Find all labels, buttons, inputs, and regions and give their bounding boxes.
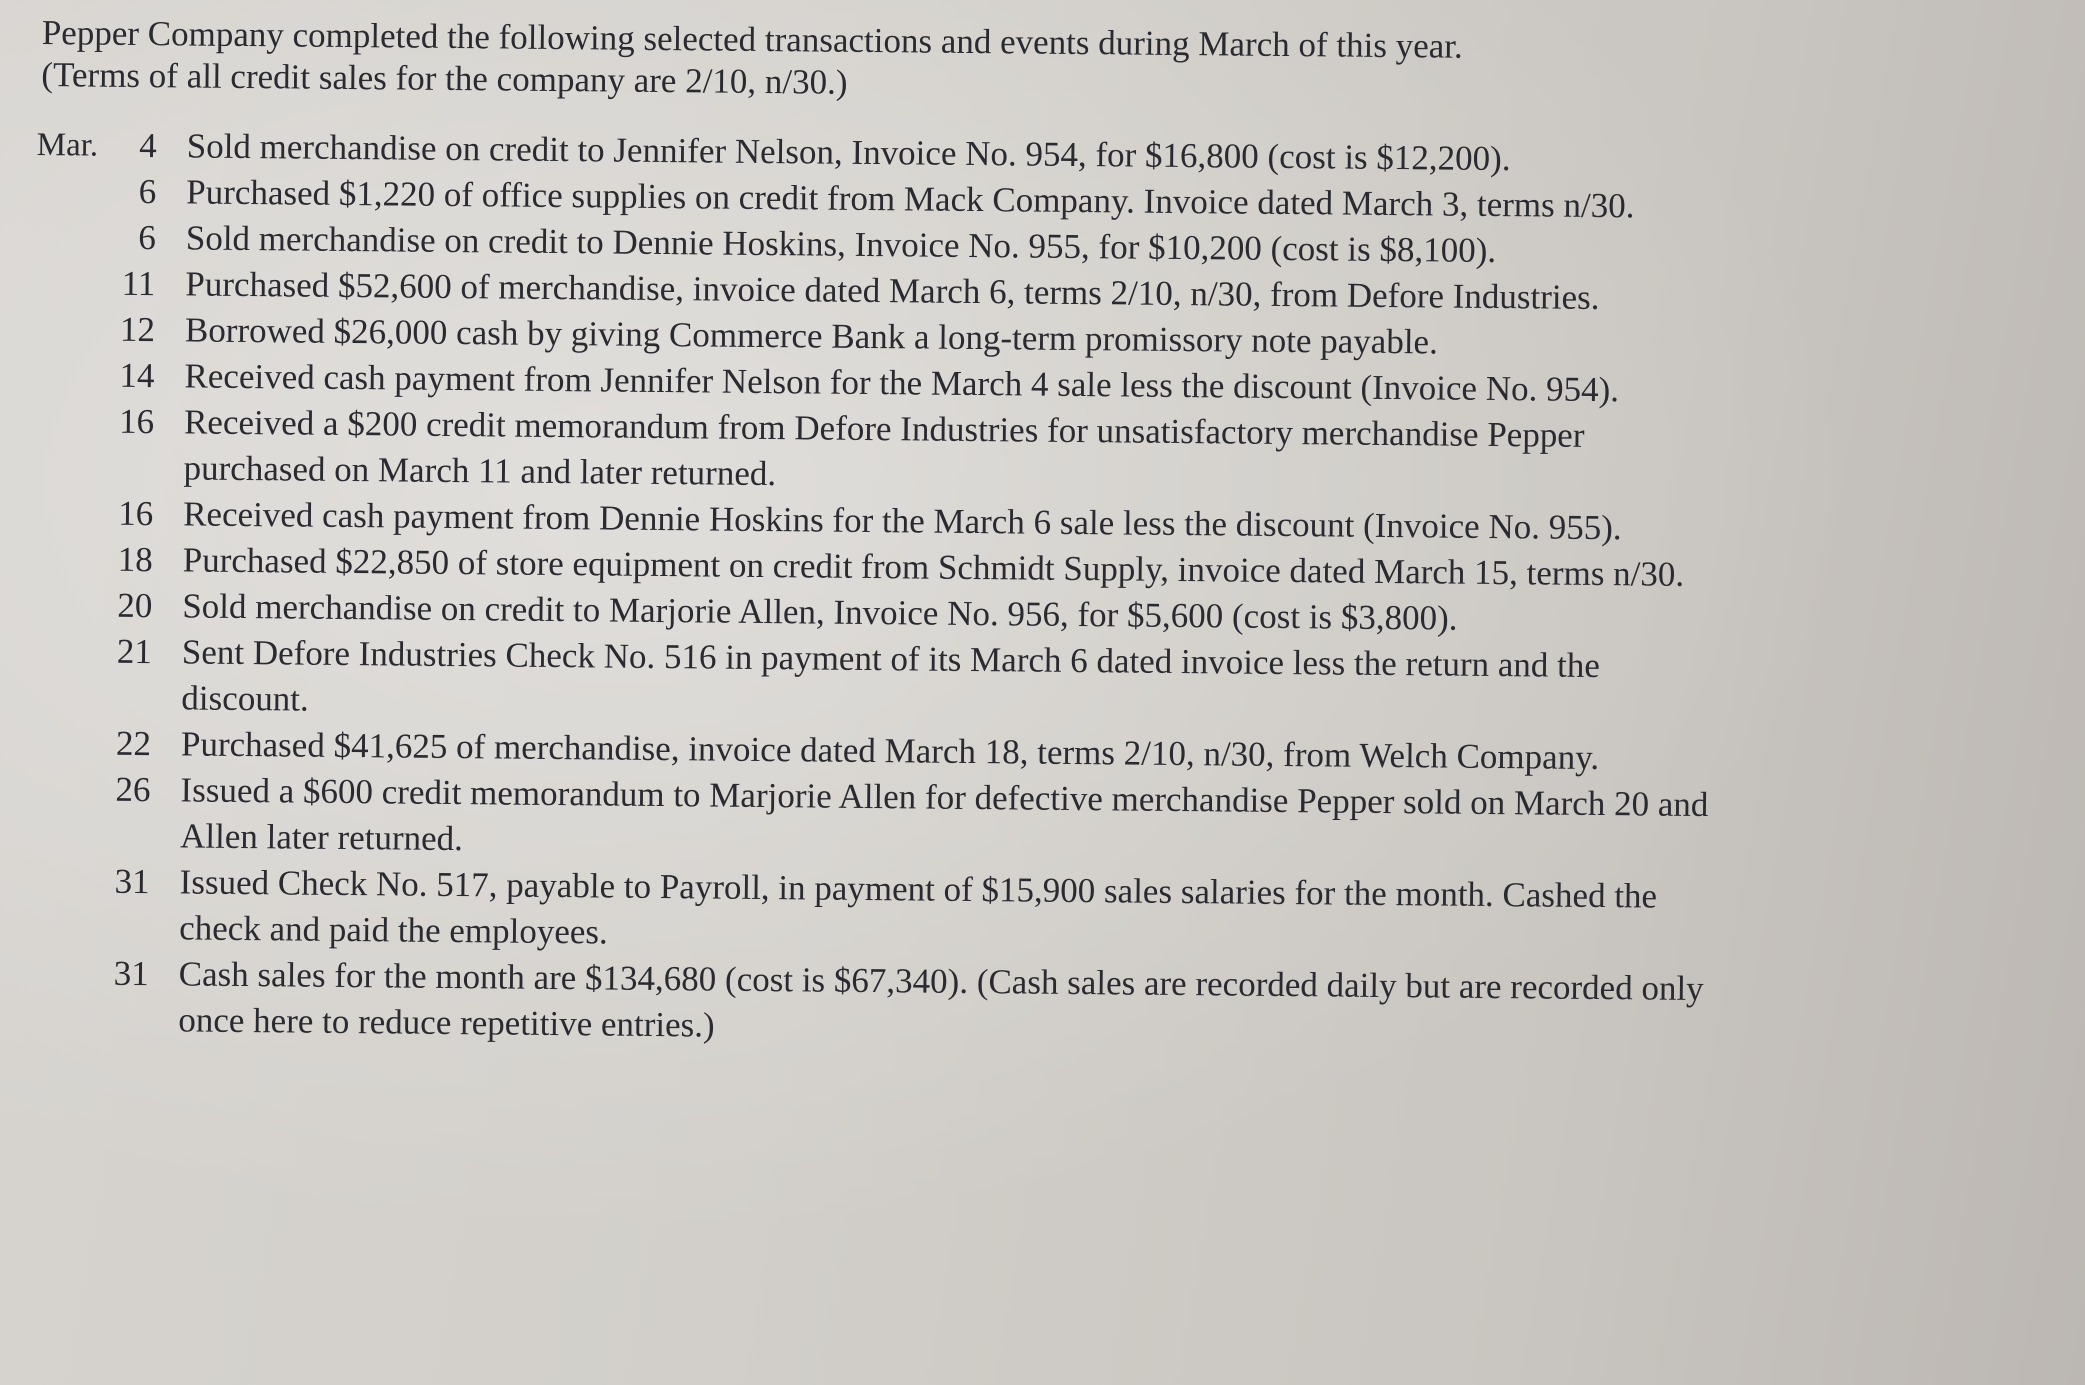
transaction-description: Sold merchandise on credit to Dennie Hoskins, Invoice No. 955, for $10,200 (cost is $8,100). — [185, 218, 1497, 271]
transaction-description: Borrowed $26,000 cash by giving Commerce Bank a long-term promissory note payable. — [184, 310, 1439, 362]
transaction-entry — [31, 628, 1752, 737]
transaction-day: 20 — [117, 585, 153, 626]
transaction-description: Received cash payment from Jennifer Nelson for the March 4 sale less the discount (Invoice No. 954). — [184, 356, 1620, 410]
transaction-description: Purchased $22,850 of store equipment on credit from Schmidt Supply, invoice dated March 15, terms n/30. — [182, 540, 1685, 594]
transaction-description: Cash sales for the month are $134,680 (cost is $67,340). (Cash sales are recorded daily but are recorded only once here to reduce repetitive entries.) — [178, 954, 1704, 1045]
transaction-description: Purchased $1,220 of office supplies on credit from Mack Company. Invoice dated March 3, terms n/30. — [186, 172, 1635, 226]
transaction-description: Sold merchandise on credit to Jennifer Nelson, Invoice No. 954, for $16,800 (cost is $12,200). — [186, 126, 1511, 179]
transaction-day: 14 — [119, 355, 155, 396]
transaction-day: 12 — [119, 309, 156, 350]
problem-intro — [41, 12, 1758, 112]
transaction-description: Sent Defore Industries Check No. 516 in payment of its March 6 dated invoice less the return and the discount. — [181, 632, 1601, 719]
transaction-day: 6 — [138, 171, 157, 212]
transaction-day: 31 — [114, 861, 150, 902]
transaction-month — [33, 490, 113, 491]
transaction-day: 16 — [118, 493, 154, 534]
transaction-month — [31, 766, 111, 767]
transaction-day: 22 — [115, 723, 152, 764]
problem-text — [28, 12, 1758, 1058]
transaction-day: 4 — [139, 125, 157, 166]
transaction-day: 26 — [115, 769, 151, 810]
transaction-month — [29, 950, 109, 951]
intro-line-1: Pepper Company completed the following selected transactions and events during March of this year. — [41, 13, 1463, 66]
transaction-description: Purchased $41,625 of merchandise, invoice dated March 18, terms 2/10, n/30, from Welch Company. — [180, 724, 1600, 778]
transaction-month — [33, 536, 113, 537]
transaction-month — [30, 858, 110, 859]
transaction-description: Issued Check No. 517, payable to Payroll, in payment of $15,900 sales salaries for the month. Cashed the check and paid the employees. — [179, 862, 1658, 952]
transaction-entry — [28, 950, 1749, 1059]
transaction-day: 18 — [117, 539, 153, 580]
transaction-entry — [29, 858, 1750, 967]
transaction-month: Mar. — [36, 126, 99, 164]
transaction-description: Received a $200 credit memorandum from Defore Industries for unsatisfactory merchandise Pepper purchased on March 11 and later returned. — [183, 402, 1585, 494]
transaction-entry — [30, 766, 1751, 875]
transaction-description: Received cash payment from Dennie Hoskins for the March 6 sale less the discount (Invoice No. 955). — [183, 494, 1622, 548]
transaction-month — [35, 352, 115, 353]
transaction-day: 31 — [113, 953, 149, 994]
transaction-month — [33, 582, 113, 583]
transaction-description: Purchased $52,600 of merchandise, invoice dated March 6, terms 2/10, n/30, from Defore Industries. — [185, 264, 1600, 318]
transaction-description: Sold merchandise on credit to Marjorie Allen, Invoice No. 956, for $5,600 (cost is $3,800). — [182, 586, 1458, 638]
transaction-month — [32, 628, 112, 629]
transaction-entry — [33, 398, 1754, 507]
transaction-description: Issued a $600 credit memorandum to Marjorie Allen for defective merchandise Pepper sold on March 20 and Allen later returned. — [179, 770, 1709, 859]
transaction-day: 6 — [138, 217, 157, 258]
transaction-month — [36, 214, 116, 215]
transaction-month — [31, 720, 111, 721]
transaction-day: 16 — [118, 401, 155, 442]
transaction-day: 21 — [116, 631, 153, 672]
transaction-month — [35, 306, 115, 307]
transaction-month — [36, 260, 116, 261]
intro-line-2: (Terms of all credit sales for the company are 2/10, n/30.) — [41, 55, 848, 102]
transaction-day: 11 — [121, 263, 156, 304]
transaction-month — [34, 398, 114, 399]
